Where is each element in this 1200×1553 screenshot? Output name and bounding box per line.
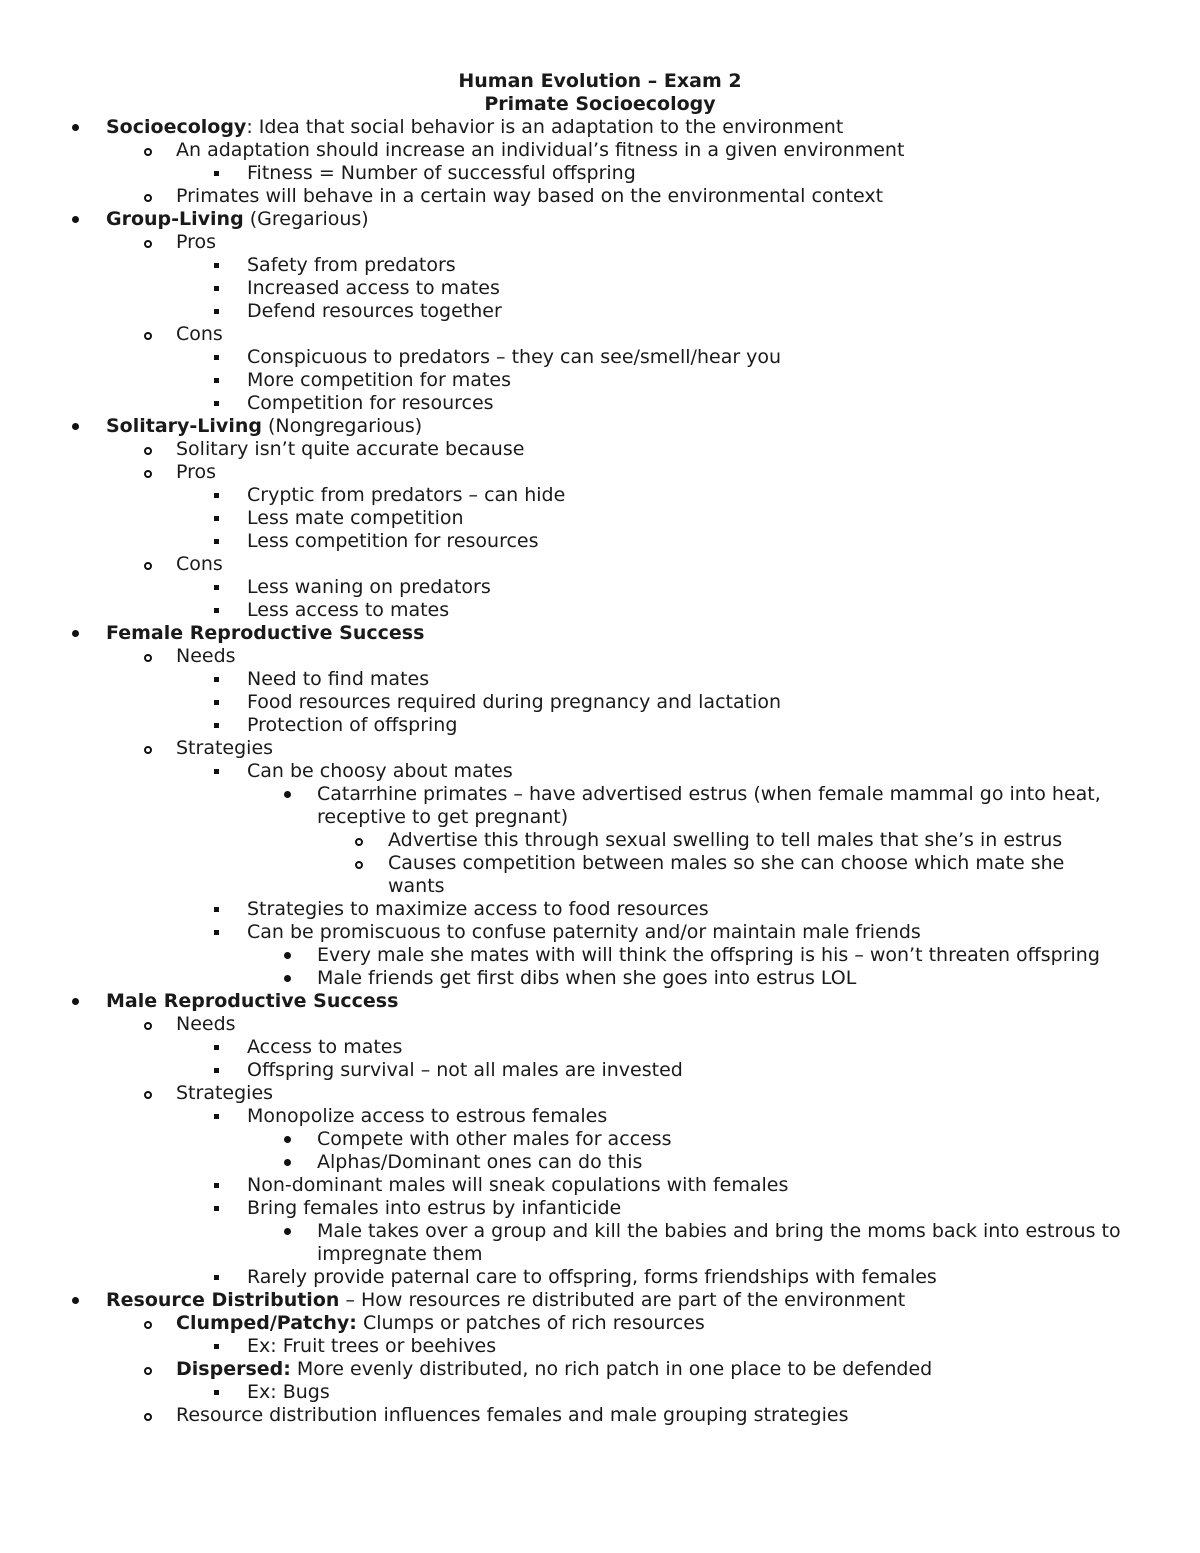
outline-item-text: Pros [176,461,217,483]
outline-item-heading: Female Reproductive Success [106,622,425,644]
outline-item-text: Alphas/Dominant ones can do this [317,1151,643,1173]
outline-item-text: Less mate competition [247,507,464,529]
outline-item-text: Strategies [176,1082,274,1104]
outline-item-text: Bring females into estrus by infanticide [247,1197,622,1219]
square-bullet-icon [212,484,224,507]
outline-item-text: Every male she mates with will think the offspring is his – won’t threaten offspring [317,944,1100,966]
square-bullet-icon [212,1335,224,1358]
outline-item-text: Need to find mates [247,668,430,690]
outline-item-text: Male friends get first dibs when she goes into estrus LOL [317,967,857,989]
square-bullet-icon [212,162,224,185]
outline-item-level-2 [0,1266,1200,1289]
outline-item-text: Clumps or patches of rich resources [356,1312,705,1334]
outline-item-level-3 [0,967,1200,990]
disc-bullet-icon [70,208,82,231]
outline-item-level-1 [0,553,1200,576]
square-bullet-icon [212,921,224,944]
outline-item-level-2 [0,300,1200,323]
outline-item-level-2 [0,507,1200,530]
square-bullet-icon [212,576,224,599]
square-bullet-icon [212,530,224,553]
outline-item-heading: Solitary-Living [106,415,262,437]
outline-item-text: – How resources re distributed are part of the environment [339,1289,906,1311]
circle-bullet-icon [353,852,365,875]
document-header [0,70,1200,116]
outline-item-level-2 [0,1381,1200,1404]
circle-bullet-icon [142,231,154,254]
outline-item-level-3 [0,783,1137,829]
square-bullet-icon [212,507,224,530]
circle-bullet-icon [142,323,154,346]
outline-item-text: Can be choosy about mates [247,760,513,782]
outline-item-text: Conspicuous to predators – they can see/smell/hear you [247,346,782,368]
circle-bullet-icon [142,553,154,576]
circle-bullet-icon [142,185,154,208]
outline-item-heading: Clumped/Patchy: [176,1312,357,1334]
outline-item-level-2 [0,1036,1200,1059]
outline-item-text: Primates will behave in a certain way based on the environmental context [176,185,884,207]
circle-bullet-icon [353,829,365,852]
square-bullet-icon [212,1174,224,1197]
outline-item-text: Cons [176,323,223,345]
outline-item-heading: Male Reproductive Success [106,990,399,1012]
outline-item-level-2 [0,898,1200,921]
outline-item-level-2 [0,576,1200,599]
outline-item-level-2 [0,1105,1200,1128]
outline-item-text: Offspring survival – not all males are invested [247,1059,683,1081]
outline-item-level-2 [0,1335,1200,1358]
disc-bullet-icon [282,783,294,806]
outline-item-text: Strategies to maximize access to food resources [247,898,709,920]
outline-item-level-3 [0,1220,1137,1266]
circle-bullet-icon [142,438,154,461]
square-bullet-icon [212,277,224,300]
document-subtitle: Primate Socioecology [484,93,716,115]
outline-item-text: Needs [176,645,236,667]
square-bullet-icon [212,254,224,277]
outline-item-level-2 [0,1059,1200,1082]
circle-bullet-icon [142,461,154,484]
circle-bullet-icon [142,1082,154,1105]
outline-item-text: Ex: Fruit trees or beehives [247,1335,497,1357]
outline-item-text: Causes competition between males so she can choose which mate she wants [388,852,1065,897]
outline-item-level-2 [0,1174,1200,1197]
outline-item-text: Food resources required during pregnancy and lactation [247,691,782,713]
outline-item-text: Monopolize access to estrous females [247,1105,608,1127]
outline-item-text: Solitary isn’t quite accurate because [176,438,525,460]
outline-item-text: Competition for resources [247,392,494,414]
outline-item-level-1 [0,139,1200,162]
outline-item-text: Ex: Bugs [247,1381,330,1403]
outline-item-text: Can be promiscuous to confuse paternity and/or maintain male friends [247,921,921,943]
outline-item-text: : Idea that social behavior is an adaptation to the environment [246,116,844,138]
outline-item-text: Pros [176,231,217,253]
outline-item-level-2 [0,691,1200,714]
square-bullet-icon [212,668,224,691]
outline-item-text: Protection of offspring [247,714,458,736]
outline-item-level-1 [0,323,1200,346]
outline-item-text: More competition for mates [247,369,511,391]
square-bullet-icon [212,392,224,415]
square-bullet-icon [212,1381,224,1404]
document-title: Human Evolution – Exam 2 [458,70,742,92]
outline-item-level-2 [0,346,1200,369]
outline-item-level-1 [0,737,1200,760]
outline-item-text: (Gregarious) [243,208,369,230]
square-bullet-icon [212,369,224,392]
outline-item-level-1 [0,1404,1200,1427]
outline-item-level-1 [0,438,1200,461]
outline-item-level-1 [0,231,1200,254]
outline-item-text: Needs [176,1013,236,1035]
outline-item-text: Male takes over a group and kill the babies and bring the moms back into estrous to impregnate them [317,1220,1121,1265]
disc-bullet-icon [282,1151,294,1174]
disc-bullet-icon [282,967,294,990]
square-bullet-icon [212,346,224,369]
circle-bullet-icon [142,1312,154,1335]
outline-item-level-2 [0,392,1200,415]
outline-item-text: Increased access to mates [247,277,500,299]
outline-item-level-0 [0,1289,1200,1312]
circle-bullet-icon [142,1404,154,1427]
square-bullet-icon [212,1197,224,1220]
outline-item-level-1 [0,645,1200,668]
outline-item-level-2 [0,369,1200,392]
outline-item-text: (Nongregarious) [261,415,423,437]
outline-item-heading: Socioecology [106,116,247,138]
outline-item-level-2 [0,599,1200,622]
circle-bullet-icon [142,1358,154,1381]
outline-item-level-2 [0,254,1200,277]
outline-item-text: Cons [176,553,223,575]
square-bullet-icon [212,760,224,783]
outline-item-level-2 [0,1197,1200,1220]
outline-item-level-1 [0,1358,1200,1381]
disc-bullet-icon [70,622,82,645]
square-bullet-icon [212,1036,224,1059]
outline-item-text: Strategies [176,737,274,759]
disc-bullet-icon [282,1128,294,1151]
outline-item-level-0 [0,622,1200,645]
disc-bullet-icon [70,415,82,438]
outline-item-level-1 [0,1013,1200,1036]
disc-bullet-icon [70,990,82,1013]
outline-item-text: Safety from predators [247,254,456,276]
square-bullet-icon [212,1105,224,1128]
outline-item-heading: Resource Distribution [106,1289,340,1311]
outline-item-level-4 [0,829,1200,852]
square-bullet-icon [212,1059,224,1082]
circle-bullet-icon [142,737,154,760]
outline-item-level-2 [0,921,1200,944]
circle-bullet-icon [142,645,154,668]
outline-item-text: Non-dominant males will sneak copulations with females [247,1174,789,1196]
outline-item-heading: Dispersed: [176,1358,291,1380]
square-bullet-icon [212,691,224,714]
outline-item-level-0 [0,415,1200,438]
outline-item-heading: Group-Living [106,208,244,230]
outline-item-text: Access to mates [247,1036,403,1058]
outline-item-text: An adaptation should increase an individual’s fitness in a given environment [176,139,905,161]
outline-item-level-2 [0,484,1200,507]
square-bullet-icon [212,1266,224,1289]
outline-item-text: Cryptic from predators – can hide [247,484,566,506]
square-bullet-icon [212,300,224,323]
square-bullet-icon [212,714,224,737]
outline-item-level-4 [0,852,1088,898]
outline-item-text: Defend resources together [247,300,502,322]
outline-item-text: Fitness = Number of successful offspring [247,162,636,184]
outline-item-level-3 [0,1128,1200,1151]
outline-item-text: Less waning on predators [247,576,491,598]
outline-item-level-1 [0,1312,1200,1335]
outline-item-level-2 [0,162,1200,185]
outline-item-text: Less access to mates [247,599,450,621]
outline-item-level-3 [0,944,1200,967]
disc-bullet-icon [70,1289,82,1312]
outline-item-level-0 [0,990,1200,1013]
outline-item-text: Compete with other males for access [317,1128,672,1150]
outline-item-text: Resource distribution influences females and male grouping strategies [176,1404,849,1426]
disc-bullet-icon [282,1220,294,1243]
outline-item-level-1 [0,185,1200,208]
outline-item-text: Less competition for resources [247,530,539,552]
outline-item-text: Catarrhine primates – have advertised estrus (when female mammal go into heat, receptive to get pregnant) [317,783,1101,828]
outline-item-level-1 [0,461,1200,484]
outline-item-level-2 [0,277,1200,300]
outline-item-text: More evenly distributed, no rich patch in one place to be defended [290,1358,933,1380]
outline-item-text: Rarely provide paternal care to offspring, forms friendships with females [247,1266,937,1288]
outline-item-level-2 [0,760,1200,783]
disc-bullet-icon [70,116,82,139]
outline-item-level-0 [0,116,1200,139]
outline-item-text: Advertise this through sexual swelling to tell males that she’s in estrus [388,829,1063,851]
outline-item-level-2 [0,714,1200,737]
square-bullet-icon [212,599,224,622]
outline-item-level-2 [0,668,1200,691]
circle-bullet-icon [142,1013,154,1036]
outline-item-level-0 [0,208,1200,231]
disc-bullet-icon [282,944,294,967]
outline-item-level-3 [0,1151,1200,1174]
circle-bullet-icon [142,139,154,162]
outline-item-level-2 [0,530,1200,553]
outline-item-level-1 [0,1082,1200,1105]
notes-outline [0,116,1200,1427]
square-bullet-icon [212,898,224,921]
